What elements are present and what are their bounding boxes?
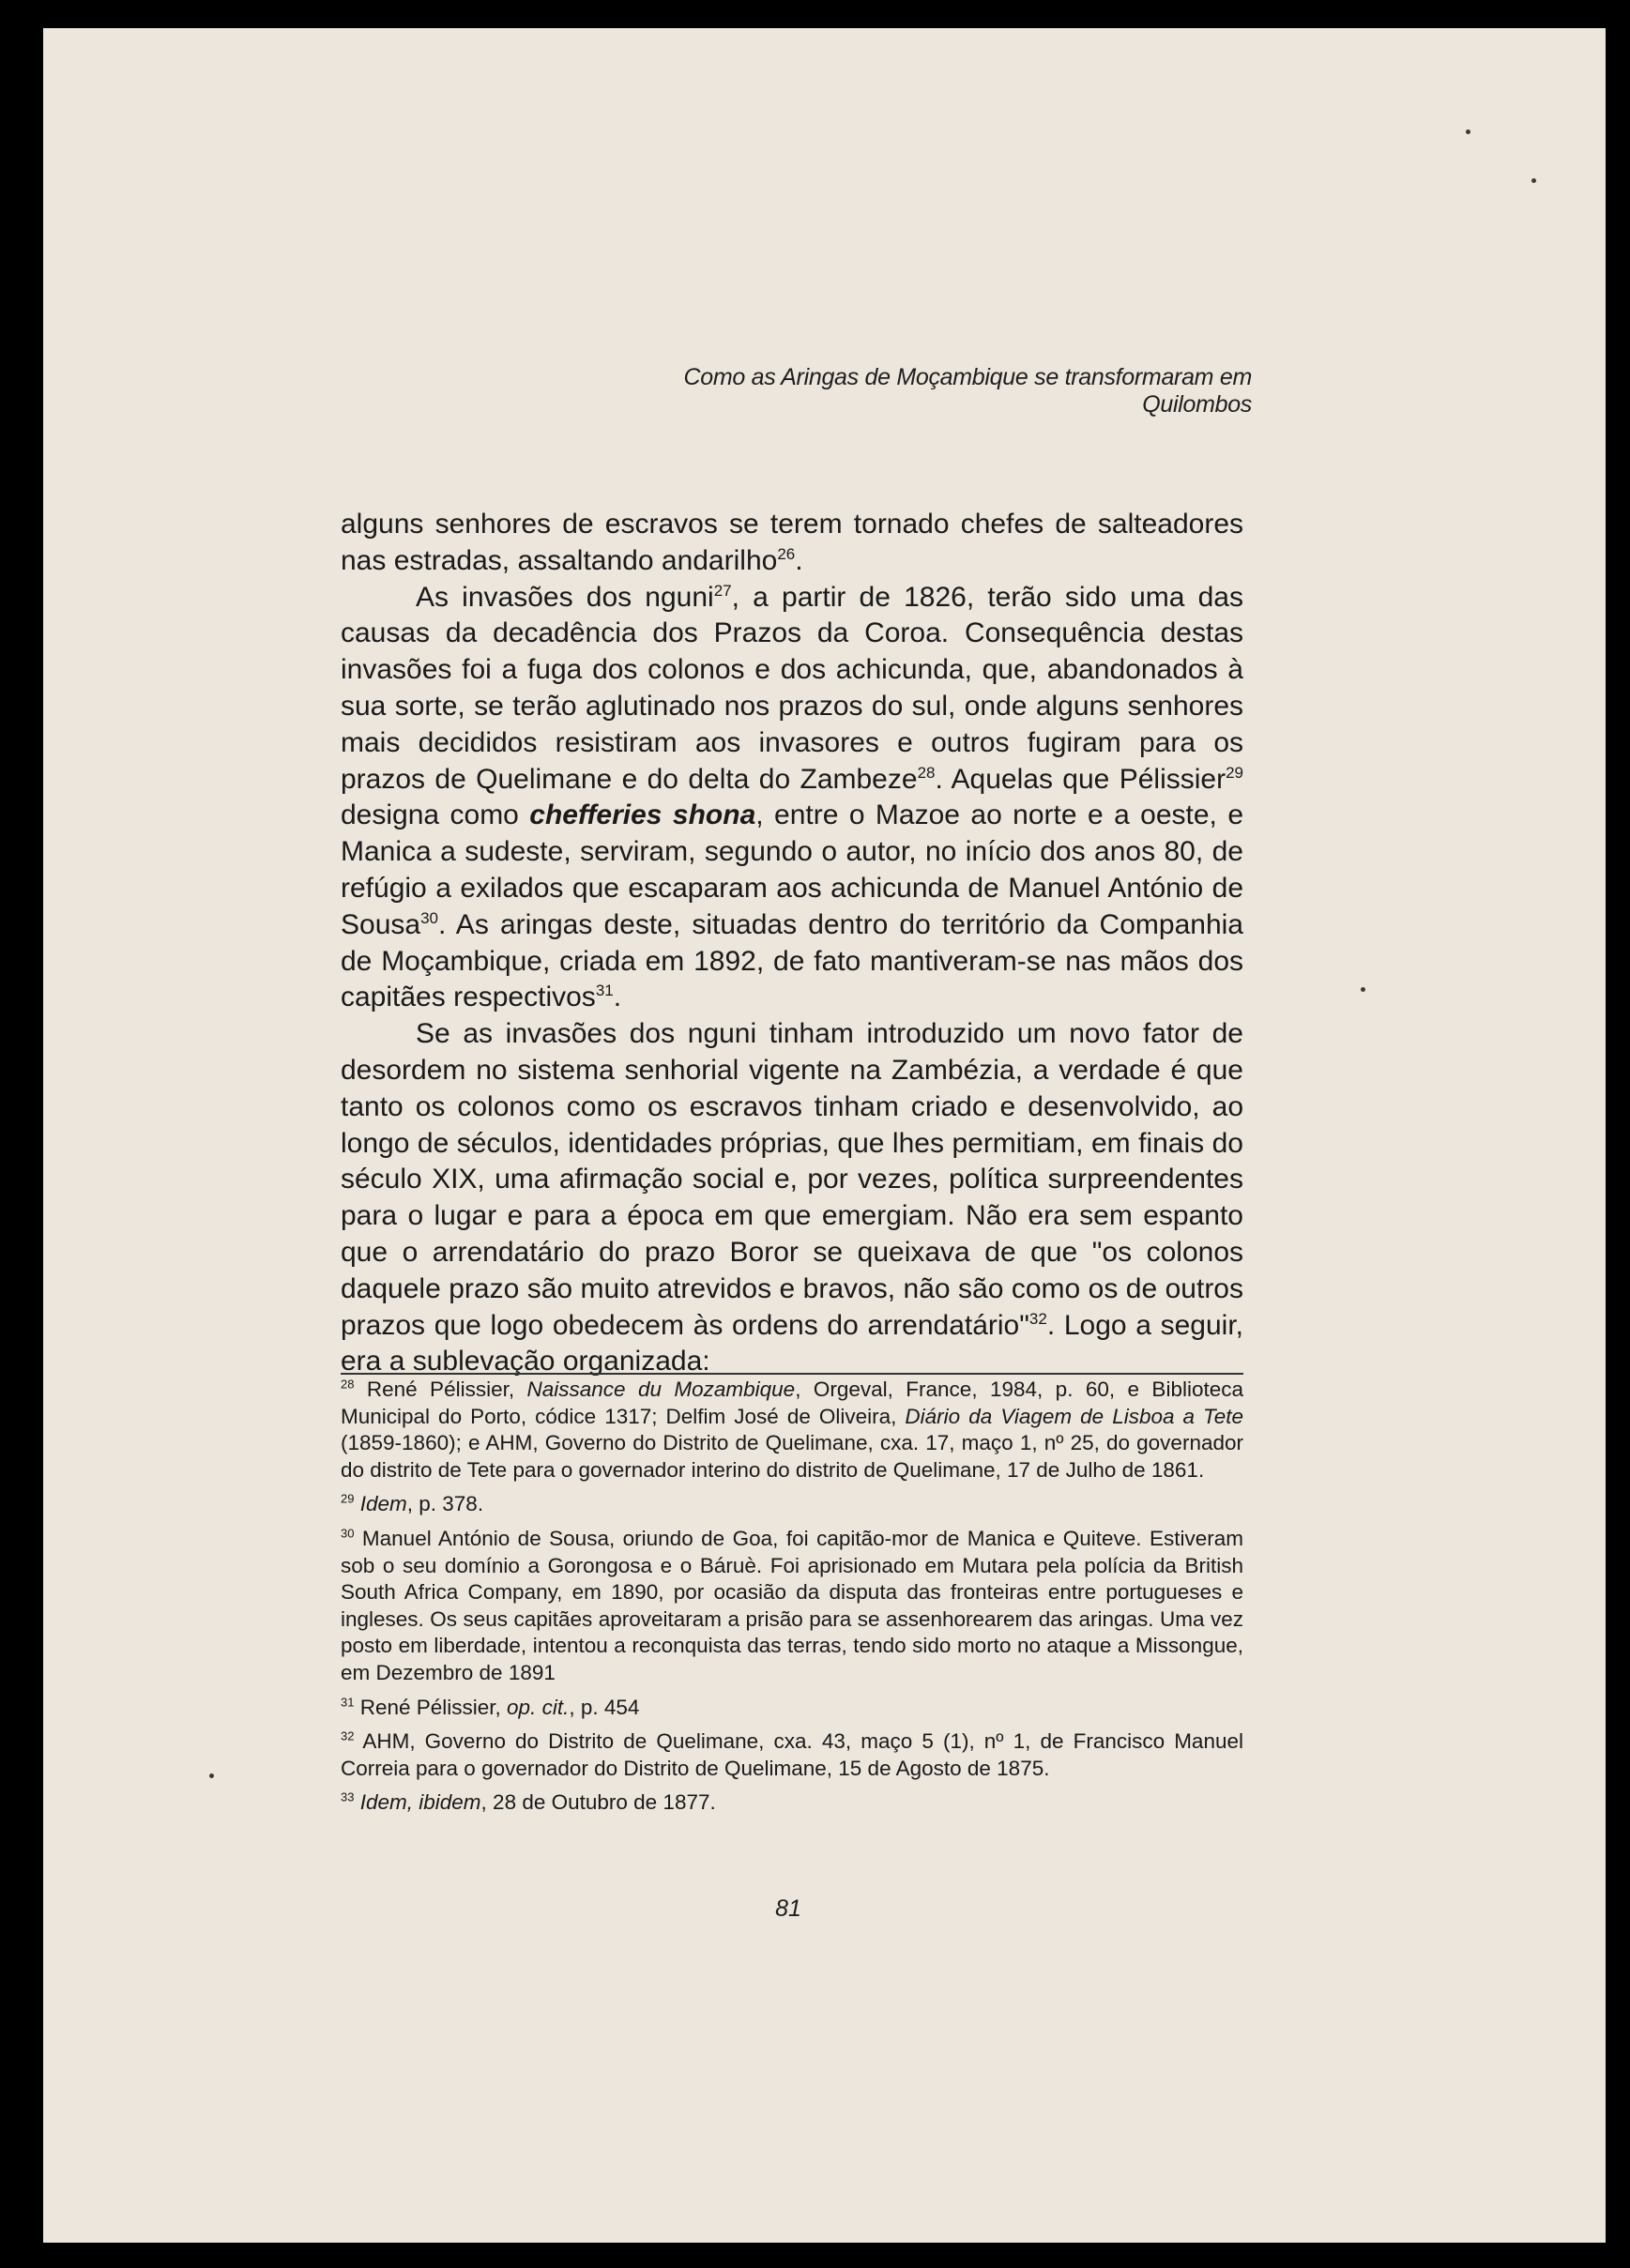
paragraph-1 <box>341 507 1243 580</box>
footnote-number: 33 <box>341 1789 355 1804</box>
text: . Aquelas que Pélissier <box>935 763 1226 795</box>
text: , a partir de 1826, terão sido uma das causas da decadência dos Prazos da Coroa. Consequência destas invasões foi a fuga dos colonos e dos achicunda, que, abandonados à sua sorte, se terão aglutinado nos prazos do sul, onde alguns senhores mais decididos resistiram aos invasores e outros fugiram para os prazos de Quelimane e do delta do Zambeze <box>341 581 1243 795</box>
text: As invasões dos nguni <box>416 581 714 613</box>
text: , 28 de Outubro de 1877. <box>480 1790 716 1815</box>
text: . <box>795 544 803 576</box>
emphasis: Naissance du Mozambique <box>526 1378 796 1401</box>
text: (1859-1860); e AHM, Governo do Distrito de Quelimane, cxa. 17, maço 1, nº 25, do governador do distrito de Tete para o governador interino do distrito de Quelimane, 17 de Julho de 1861. <box>341 1431 1243 1482</box>
footnote-ref: 32 <box>1028 1309 1047 1328</box>
footnote-ref: 30 <box>420 908 438 927</box>
text: Manuel António de Sousa, oriundo de Goa, foi capitão-mor de Manica e Quiteve. Estiveram sob o seu domínio a Gorongosa e o Báruè. Foi aprisionado em Mutara pela polícia da British South Africa Company, em 1890, por ocasião da disputa das fronteiras entre portugueses e ingleses. Os seus capitães aproveitaram a prisão para se assenhorearem das aringas. Uma vez posto em liberdade, intentou a reconquista das terras, tendo sido morto no ataque a Missongue, em Dezembro de 1891 <box>341 1526 1243 1684</box>
speck <box>1466 129 1470 134</box>
footnotes <box>341 1377 1243 1824</box>
body-text <box>341 507 1243 1380</box>
emphasis: Idem, ibidem <box>359 1790 481 1815</box>
footnote-31 <box>341 1695 1243 1722</box>
footnote-ref: 28 <box>917 763 936 782</box>
footnote-number: 31 <box>341 1695 355 1710</box>
footnote-number: 28 <box>341 1377 355 1392</box>
text: , entre o Mazoe ao norte e a oeste, e Manica a sudeste, serviram, segundo o autor, no início dos anos 80, de refúgio a exilados que escaparam aos achicunda de Manuel António de Sousa <box>341 799 1243 940</box>
text: Se as invasões dos nguni tinham introduzido um novo fator de desordem no sistema senhorial vigente na Zambézia, a verdade é que tanto os colonos como os escravos tinham criado e desenvolvido, ao longo de séculos, identidades próprias, que lhes permitiam, em finais do século XIX, uma afirmação social e, por vezes, política surpreendentes para o lugar e para a época em que emergiam. Não era sem espanto que o arrendatário do prazo Boror se queixava de que "os colonos daquele prazo são muito atrevidos e bravos, não são como os de outros prazos que logo obedecem às ordens do arrendatário" <box>341 1018 1243 1341</box>
text: . As aringas deste, situadas dentro do território da Companhia de Moçambique, criada em 1892, de fato mantiveram-se nas mãos dos capitães respectivos <box>341 908 1243 1013</box>
text: AHM, Governo do Distrito de Quelimane, cxa. 43, maço 5 (1), nº 1, de Francisco Manuel Correia para o governador do Distrito de Quelimane, 15 de Agosto de 1875. <box>341 1729 1243 1780</box>
speck <box>1531 178 1536 183</box>
footnote-ref: 26 <box>777 544 796 563</box>
emphasis: Diário da Viagem de Lisboa a Tete <box>905 1404 1243 1428</box>
footnote-30 <box>341 1526 1243 1687</box>
running-head: Como as Aringas de Moçambique se transformaram em Quilombos <box>683 364 1252 418</box>
footnote-32 <box>341 1728 1243 1782</box>
text: . Logo a seguir, era a sublevação organizada: <box>341 1309 1244 1378</box>
text: René Pélissier, <box>354 1378 527 1401</box>
paragraph-3 <box>341 1016 1243 1380</box>
footnote-ref: 27 <box>713 581 732 600</box>
footnote-rule <box>341 1373 1243 1375</box>
text: , p. 454 <box>569 1695 640 1719</box>
emphasis: chefferies shona <box>529 799 756 831</box>
text: , p. 378. <box>406 1492 484 1516</box>
footnote-33 <box>341 1789 1243 1817</box>
footnote-number: 32 <box>341 1728 355 1743</box>
emphasis: op. cit. <box>507 1695 570 1719</box>
text: . <box>613 982 622 1013</box>
footnote-ref: 29 <box>1226 763 1244 782</box>
text: designa como <box>341 799 530 831</box>
footnote-28 <box>341 1377 1243 1484</box>
paragraph-2 <box>341 580 1243 1017</box>
text: alguns senhores de escravos se terem tornado chefes de salteadores nas estradas, assaltando andarilho <box>341 509 1243 576</box>
footnote-number: 30 <box>341 1526 355 1541</box>
text: , Orgeval, France, 1984, p. 60, e Biblioteca Municipal do Porto, códice 1317; Delfim José de Oliveira, <box>341 1378 1243 1428</box>
text: René Pélissier, <box>354 1695 508 1719</box>
footnote-29 <box>341 1491 1243 1518</box>
footnote-ref: 31 <box>595 982 614 1000</box>
speck <box>1361 987 1365 992</box>
footnote-number: 29 <box>341 1491 355 1506</box>
speck <box>209 1773 214 1778</box>
page-number: 81 <box>775 1895 801 1922</box>
emphasis: Idem <box>359 1492 407 1516</box>
